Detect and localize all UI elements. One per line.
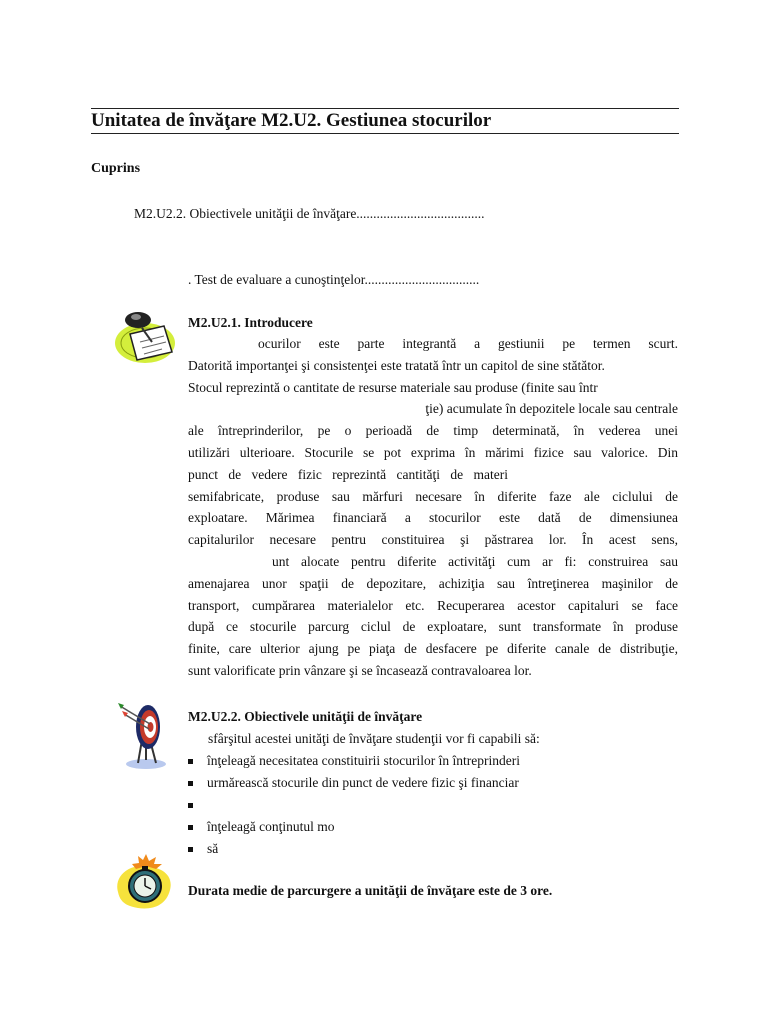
intro-line: exploatare. Mărimea financiară a stocurilor este dată de dimensiunea [188,510,678,526]
intro-line: Datorită importanţei şi consistenţei este tratată într un capitol de sine stătător. [188,357,605,373]
intro-heading: M2.U2.1. Introducere [188,315,313,330]
intro-line: transport, cumpărarea materialelor etc. Recuperarea acestor capitaluri se face [188,597,678,613]
intro-line: utilizări ulterioare. Stocurile se pot exprima în mărimi fizice sau valorice. Din [188,444,678,460]
bullet-icon [188,847,193,852]
pushpin-note-icon [112,306,182,366]
title-top-rule [91,108,679,109]
intro-line: ocurilor este parte integrantă a gestiunii pe termen scurt. [258,336,678,351]
toc-entry-test[interactable]: . Test de evaluare a cunoştinţelor.................................. [188,272,480,287]
bullet-icon [188,781,193,786]
intro-line: amenajarea unor spaţii de depozitare, achiziţia sau întreţinerea maşinilor de [188,575,678,591]
intro-line: ţie) acumulate în depozitele locale sau centrale [425,401,678,417]
stopwatch-icon [112,852,178,914]
objective-text: înţeleagă conţinutul mo [207,819,335,834]
objective-text: urmărească stocurile din punct de vedere fizic şi financiar [207,775,519,790]
page-title: Unitatea de învăţare M2.U2. Gestiunea stocurilor [91,110,492,131]
intro-line: sunt valorificate prin vânzare şi se încasează contravaloarea lor. [188,662,532,678]
intro-line: unt alocate pentru diferite activităţi cum ar fi: construirea sau [272,553,678,569]
duration-note: Durata medie de parcurgere a unităţii de învăţare este de 3 ore. [188,883,553,898]
intro-line: punct de vedere fizic reprezintă cantităţi de materi [188,466,508,482]
intro-line: după ce stocurile parcurg ciclul de exploatare, sunt transformate în produse [188,619,678,635]
title-bottom-rule [91,133,679,134]
bullet-icon [188,825,193,830]
objective-text: să [207,841,219,856]
intro-line: ale întreprinderilor, pe o perioadă de timp determinată, în vederea unei [188,423,678,439]
target-archery-icon [116,700,172,772]
intro-line: capitalurilor necesare pentru constituirea şi păstrarea lor. În acest sens, [188,532,678,548]
bullet-icon [188,759,193,764]
objective-text: înţeleagă necesitatea constituirii stocurilor în întreprinderi [207,753,521,768]
objectives-heading: M2.U2.2. Obiectivele unităţii de învăţare [188,709,423,724]
intro-paragraph [188,333,678,682]
intro-line: semifabricate, produse sau mărfuri necesare în diferite faze ale ciclului de [188,488,678,504]
toc-entry-objectives[interactable]: M2.U2.2. Obiectivele unităţii de învăţare...................................... [134,206,485,221]
toc-label: Cuprins [91,161,141,176]
objectives-lead: sfârşitul acestei unităţi de învăţare studenţii vor fi capabili să: [208,731,540,746]
bullet-icon [188,803,193,808]
intro-line: finite, care ulterior ajung pe piaţa de desfacere pe diferite canale de distribuţie, [188,641,678,657]
intro-line: Stocul reprezintă o cantitate de resurse materiale sau produse (finite sau într [188,379,598,395]
